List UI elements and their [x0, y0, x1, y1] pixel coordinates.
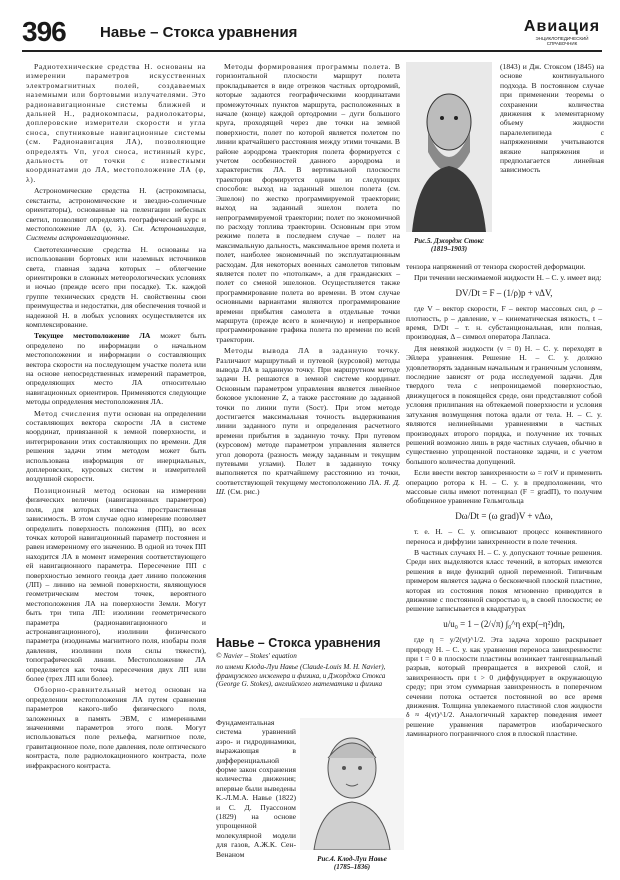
page-number: 396 — [22, 16, 66, 47]
term-heading: Текущее местоположение ЛА — [34, 331, 151, 341]
paragraph: где V – вектор скорости, F – вектор массовых сил, ρ – плотность, p – давление, ν – кинематическая вязкость, t – время, D/Dt – т. н. субстанциональная, или полная, производная, Δ – символ оператора Лапласа. — [406, 304, 602, 342]
paragraph: Радиотехнические средства Н. основаны на измерении параметров искусственных электромагнитных полей, создаваемых наземными или бортовыми излучателями. Это радионавигационные системы ближней и дальней Н., радиокомпасы, радиолокаторы, доплеровские измерители скорости и угла сноса, спутниковые навигационные системы (см. Радионавигация ЛА), позволяющие определять Vп, угол сноса, истинный курс, дальность от точки с известными координатами до ЛА, местоположение ЛА (φ, λ). — [26, 62, 206, 184]
cross-reference: См. Астронавигация, Системы астронавигационные. — [26, 223, 206, 243]
paragraph: тензора напряжений от тензора скоростей деформации. — [406, 262, 586, 271]
author-initials: Я. Д. Ш. — [216, 477, 400, 497]
paragraph: Текущее местоположение ЛА может быть определено по информации о начальном местоположении и информации о составляющих вектора скорости на последующем участке полета или на основе непосредственных измерений параметров, определяющих место ЛА относительно навигационных ориентиров. Применяются следующие методы определения местоположения ЛА. — [26, 331, 206, 407]
publisher-logo — [522, 18, 602, 46]
paragraph: Методы вывода ЛА в заданную точку. Различают маршрутный и путевой (курсовой) методы вывода ЛА в заданную точку. При маршрутном методе задачи Н. решаются в земной системе координат. Основным параметром управления является линейное боковое уклонение Z, а также расстояние до заданной точки по линии пути (Sост). При этом методе достигается максимальная точность выдерживания линии заданного пути и определения расчетного времени прибытия в заданную точку. При путевом (курсовом) методе параметром управления является угол доворота (разность между заданным и текущим путевыми углами). Полет в заданную точку выполняется по кратчайшему расстоянию из точки, соответствующей текущему местоположению ЛА. Я. Д. Ш. (См. рис.) — [216, 346, 400, 497]
paragraph: При течении несжимаемой жидкости Н. – С. у. имеет вид: — [414, 273, 602, 283]
paragraph: Если ввести вектор завихренности ω = rotV и применить операцию ротора к Н. – С. у. в предположении, что массовые силы имеют потенциал (F = gradΠ), то получим обобщенное уравнение Гельмгольца — [406, 468, 602, 506]
column-3 — [406, 262, 602, 741]
paragraph: Метод счисления пути основан на определении составляющих вектора скорости ЛА в системе координат, привязанной к земной поверхности, и интегрировании этих составляющих по времени. Для решения задачи этим методом может быть использована информация от инерциальных, доплеровских, курсовых систем и измерителей воздушной скорости. — [26, 408, 206, 484]
article-title: Навье – Стокса уравнения — [216, 636, 381, 650]
header-rule — [22, 50, 602, 52]
paragraph: Астрономические средства Н. (астрокомпасы, секстанты, астрономические и звездно-солнечные ориентаторы), основанные на пеленгации небесных светил, позволяют определять географический курс и местоположение ЛА (φ, λ). См. Астронавигация, Системы астронавигационные. — [26, 186, 206, 243]
article-intro: Фундаментальная система уравнений аэро- и гидродинамики, выражающая в дифференциальной форме закон сохранения количества движения; впервые были выведены К.-Л.М.А. Навье (1822) и С. Д. Пуассоном (1829) на основе упрощенной молекулярной модели для газов, А.Ж.К. Сен-Венаном — [216, 718, 296, 859]
figure-caption-dates: (1819–1903) — [430, 245, 468, 253]
formula-helmholtz: Dω/Dt = (ω grad)V + νΔω, — [455, 510, 553, 521]
page-header — [0, 0, 620, 52]
navier-portrait — [300, 718, 404, 850]
paragraph: В частных случаях Н. – С. у. допускают точные решения. Среди них выделяются класс течений, в которых имеются решения в виде функций одной переменной. Типичным примером является задача о бесконечной плоской пластине, которая из состояния покоя мгновенно приводится в движение с постоянной скоростью u₀ в своей плоскости; ее решение записывается в квадратурах — [406, 547, 602, 614]
running-title: Навье – Стокса уравнения — [100, 24, 298, 41]
column-2 — [216, 62, 400, 499]
figure-caption: Рис.5. Джордж Стокс — [413, 237, 485, 245]
article-heading-block — [216, 636, 406, 689]
paragraph: Для невязкой жидкости (ν = 0) Н. – С. у. переходят в Эйлера уравнения. Решение Н. – С. у. должно удовлетворять заданным начальным и граничным условиям, последние зависят от рода исследуемой задачи. Для твердого тела с непроницаемой поверхностью, движущегося в покоящейся среде, они представляют собой условия прилипания на обтекаемой поверхности и условия затухания возмущения потока вдали от тела. Н. – С. у. являются нелинейными уравнениями в частных производных второго порядка, и получение их точных решений возможно лишь в ряде частных случаев, обычно в существенно упрощенной постановке задачи, и с учетом большого количества допущений. — [406, 343, 602, 466]
paragraph: Светотехнические средства Н. основаны на использовании бортовых или наземных источников света, главная задача которых – облегчение ориентировки в сложных метеорологических условиях и ночью (прежде всего при посадке). Т.к. каждой группе технических средств Н. свойственны свои преимущества и недостатки, для обеспечения точной и надежной Н. в любых условиях осуществляется их комплексирование. — [26, 244, 206, 329]
stokes-figure — [406, 62, 492, 258]
article-subtitle: © Navier – Stokes' equation — [216, 652, 297, 660]
term-heading: Обзорно-сравнительный метод — [34, 685, 157, 695]
term-heading: Позиционный метод — [34, 485, 116, 495]
logo-main: Авиация — [523, 18, 601, 35]
paragraph: Обзорно-сравнительный метод основан на определении местоположения ЛА путем сравнения параметров какого-либо физического поля, заложенных в память ЭВМ, с измеренными значениями параметров этого поля. Могут использоваться поле рельефа, магнитное поле, гравитационное поле, поле давления, поле оптического контраста, поле радиолокационного контраста, поле инфракрасного контраста. — [26, 685, 206, 770]
term-heading: Метод счисления пути — [34, 408, 122, 418]
column-1 — [26, 62, 206, 772]
figure-caption: Рис.4. Клод-Луи Навье — [317, 855, 387, 863]
formula-quadrature: u/u₀ = 1 – (2/√π) ∫₀^η exp(–η²)dη, — [443, 618, 565, 629]
navier-figure — [300, 718, 404, 870]
paragraph: где η = y/2(νt)^1/2. Эта задача хорошо раскрывает природу Н. – С. у. как уравнения переноса завихренности: при t = 0 в плоскости пластины возникает тангенциальный разрыв, который превращается в вихревой слой, и завихренность при t > 0 диффундирует в окружающую среду; при этом суммарная завихренность в поперечном сечении потока остается постоянной во все время движения. Толщина увлекаемого пластиной слоя жидкости δ ≈ 4(νt)^1/2. Аналогичный характер поведения имеет решение уравнения параметров изобарического ламинарного пограничного слоя в плоской пластине. — [406, 635, 602, 739]
formula-navier-stokes: DV/Dt = F – (1/ρ)p + νΔV, — [455, 287, 553, 298]
term-heading: Методы вывода ЛА в заданную точку. — [224, 346, 400, 356]
stokes-portrait — [406, 62, 492, 232]
logo-sub: ЭНЦИКЛОПЕДИЧЕСКИЙ СПРАВОЧНИК — [535, 36, 589, 46]
paragraph: Позиционный метод основан на измерении физических величин (навигационных параметров) поля, для которых известна пространственная зависимость. В этом случае одно измерение позволяет определить поверхность положения (ПП), во всех точках которой навигационный параметр постоянен и равен измеренному его значению. В одной из точек ПП находится ЛА в момент измерения соответствующего ей навигационного параметра. Пересечение ПП с поверхностью земного геоида дает линию положения (ЛП) – линию на земной поверхности, являющуюся геометрическим местом точек, вероятного местоположения ЛА на поверхности Земли. Могут быть три типа ЛП: изолинии геометрического параметра (радионавигационного и астронавигационного), изолинии физического параметра (изодинамы магнитного поля, изобары поля давления, изолинии поля силы тяжести), топографической линии. Местоположение ЛА определяется как точка пересечения двух ЛП или более (трех ЛП или более). — [26, 485, 206, 683]
column-3-top: (1843) и Дж. Стоксом (1845) на основе континуального подхода. В постоянном случае при применении теоремы о сохранении количества движения к элементарному объему жидкости паралелепипеда с напряжениями учитываются вязкие напряжения и предполагается линейная зависимость — [500, 62, 604, 175]
paragraph: Методы формирования программы полета. В горизонтальной плоскости маршрут полета прокладывается в виде отрезков частных ортодромий, которые задаются географическими координатами промежуточных пунктов маршрута, расположенных в начале (конце) каждой ортодромии – дуги большого круга, проходящей через две точки на земной поверхности, полет по которой является полетом по линии кратчайшего расстояния между этими точками. В районе аэродрома траектория полета формируется с учетом особенностей данного аэродрома и характеристик ЛА. В вертикальной плоскости траектория формируется одним из следующих способов: выход на заданный эшелон полета (см. Эшелон) по жестко программируемой траектории; выход на заданный эшелон полета по непрограммируемой траектории; полет по экономичной по расходу топлива траектории. Основным при этом режиме полета в последнем случае – полет на максимальную дальность, максимальное время полета и полет, наиболее экономичный по эксплуатационным расходам. Для некоторых военных самолетов типовым является полет по «потолкам», а для гражданских – полет со сменой эшелонов. Осуществляется также программирование полета во времени. В этом случае основными вариантами являются программирование времени прибытия самолета в отдельные точки маршрута (прежде всего в конечную) и непрерывное программирование графика полета по времени по всей траектории. — [216, 62, 400, 344]
paragraph: т. е. Н. – С. у. описывают процесс конвективного переноса и диффузии завихренности в поле течения. — [406, 527, 602, 546]
term-heading: Методы формирования программы полета. — [224, 62, 392, 71]
figure-caption-dates: (1785–1836) — [333, 863, 371, 871]
article-eponym: по имени Клода-Луи Навье (Claude-Louis M. H. Navier), французского инженера и физика, и Джорджа Стокса (George G. Stokes), английского математика и физика — [216, 662, 386, 689]
